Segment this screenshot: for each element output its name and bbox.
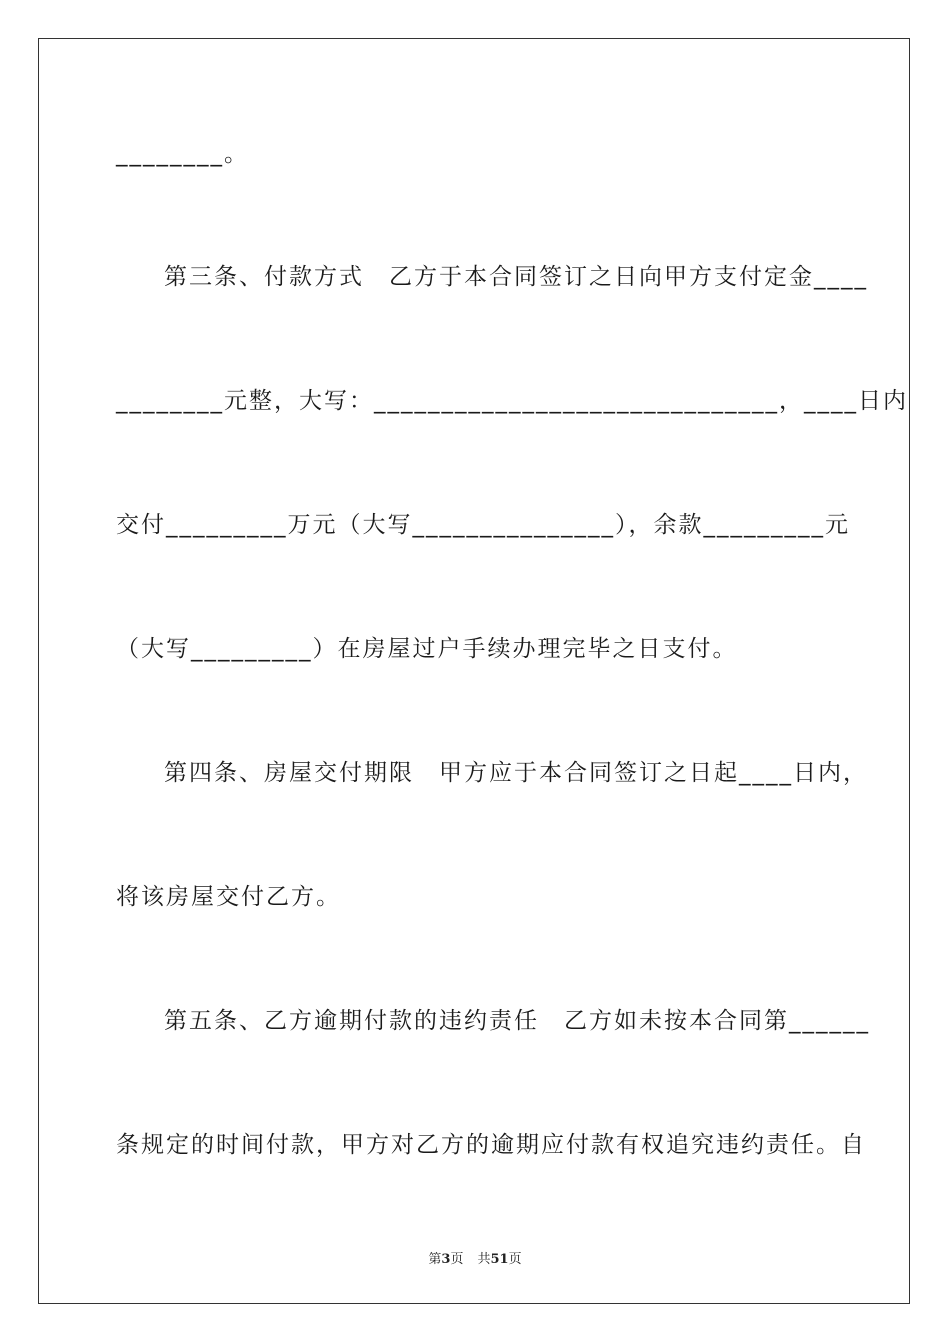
footer-page-prefix: 第	[428, 1252, 442, 1267]
text-line-7: 将该房屋交付乙方。	[116, 884, 341, 910]
clause-3-heading-line: 第三条、付款方式 乙方于本合同签订之日向甲方支付定金____	[164, 264, 868, 290]
text-line-5: （大写_________）在房屋过户手续办理完毕之日支付。	[116, 636, 738, 662]
clause-4-heading-line: 第四条、房屋交付期限 甲方应于本合同签订之日起____日内，	[164, 760, 868, 786]
text-line-4: 交付_________万元（大写_______________），余款_________元	[116, 512, 850, 538]
current-page-number: 3	[441, 1252, 451, 1267]
footer-total-prefix: 共	[477, 1252, 491, 1267]
footer-total-suffix: 页	[508, 1252, 522, 1267]
footer-page-suffix: 页	[450, 1252, 464, 1267]
page-border	[38, 38, 910, 1304]
total-pages-number: 51	[490, 1252, 509, 1267]
page-footer	[0, 1248, 950, 1267]
clause-5-heading-line: 第五条、乙方逾期付款的违约责任 乙方如未按本合同第______	[164, 1008, 870, 1034]
text-line-9: 条规定的时间付款，甲方对乙方的逾期应付款有权追究违约责任。自	[116, 1132, 866, 1158]
text-line-3: ________元整，大写：______________________________，____日内	[116, 388, 908, 414]
text-line-1: ________。	[116, 141, 249, 167]
